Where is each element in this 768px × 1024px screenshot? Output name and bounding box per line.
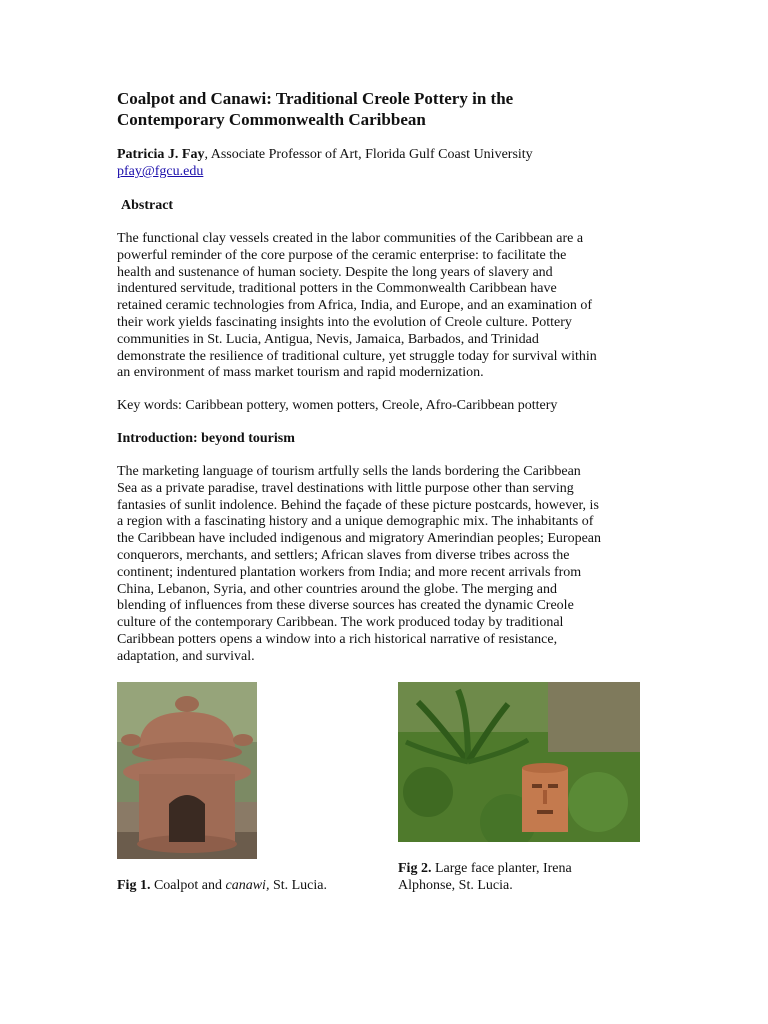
fig1-caption: [117, 877, 377, 894]
fig2-caption: [398, 860, 628, 894]
intro-line: conquerors, merchants, and settlers; African slaves from diverse tribes across the: [117, 547, 570, 563]
intro-line: adaptation, and survival.: [117, 648, 255, 664]
intro-line: China, Lebanon, Syria, and other countries around the globe. The merging and: [117, 581, 557, 597]
abstract-line: their work yields fascinating insights into the evolution of Creole culture. Pottery: [117, 314, 572, 330]
fig1-label: Fig 1.: [117, 878, 151, 893]
author-email-link[interactable]: pfay@fgcu.edu: [117, 164, 204, 179]
abstract-line: The functional clay vessels created in the labor communities of the Caribbean are a: [117, 231, 584, 246]
keywords: Key words: Caribbean pottery, women potters, Creole, Afro-Caribbean pottery: [117, 398, 558, 414]
title-line-1: Coalpot and Canawi: Traditional Creole Pottery in the: [117, 89, 514, 108]
fig1-text-b: St. Lucia.: [269, 878, 327, 893]
abstract-line: indentured servitude, traditional potters in the Commonwealth Caribbean have: [117, 281, 557, 297]
intro-line: continent; indentured plantation workers from India; and more recent arrivals from: [117, 564, 582, 580]
fig2-text-line-2: Alphonse, St. Lucia.: [398, 878, 513, 893]
intro-line: culture of the contemporary Caribbean. The work produced today by traditional: [117, 615, 564, 631]
fig2-label: Fig 2.: [398, 861, 432, 876]
title-line-2: Contemporary Commonwealth Caribbean: [117, 110, 426, 129]
paper-page: [117, 88, 637, 666]
intro-line: Sea as a private paradise, travel destinations with little purpose other than serving: [117, 480, 574, 496]
author-affiliation: , Associate Professor of Art, Florida Gulf Coast University: [204, 147, 533, 162]
intro-line: Caribbean potters opens a window into a rich historical narrative of resistance,: [117, 631, 558, 647]
abstract-line: retained ceramic technologies from Africa, India, and Europe, and an examination of: [117, 298, 593, 314]
paper-title: [117, 88, 637, 130]
introduction-heading: Introduction: beyond tourism: [117, 430, 295, 446]
intro-line: The marketing language of tourism artfully sells the lands bordering the Caribbean: [117, 463, 581, 479]
fig1-coalpot-photo: [117, 682, 257, 859]
intro-line: fantasies of sunlit indolence. Behind the façade of these picture postcards, however, is: [117, 497, 599, 513]
abstract-body: [117, 231, 637, 382]
abstract-line: an environment of mass market tourism and rapid modernization.: [117, 365, 484, 381]
abstract-line: powerful reminder of the core purpose of the ceramic enterprise: to facilitate the: [117, 247, 567, 263]
author-name: Patricia J. Fay: [117, 147, 205, 162]
author-line: [117, 147, 637, 180]
intro-line: the Caribbean have included indigenous and migratory Amerindian peoples; European: [117, 531, 602, 547]
abstract-heading: Abstract: [121, 198, 174, 213]
fig1-text-a: Coalpot and: [150, 878, 226, 893]
introduction-body: [117, 464, 637, 666]
fig2-face-planter-photo: [398, 682, 640, 842]
abstract-line: health and sustenance of human society. Despite the long years of slavery and: [117, 264, 553, 280]
intro-line: a region with a fascinating history and a unique demographic mix. The inhabitants of: [117, 514, 594, 530]
fig1-italic-term: canawi,: [225, 878, 270, 893]
abstract-line: demonstrate the resilience of traditional culture, yet struggle today for survival within: [117, 348, 597, 364]
fig2-text-line-1: Large face planter, Irena: [431, 861, 572, 876]
abstract-line: communities in St. Lucia, Antigua, Nevis, Jamaica, Barbados, and Trinidad: [117, 331, 539, 347]
intro-line: blending of influences from these diverse sources has created the dynamic Creole: [117, 598, 574, 614]
